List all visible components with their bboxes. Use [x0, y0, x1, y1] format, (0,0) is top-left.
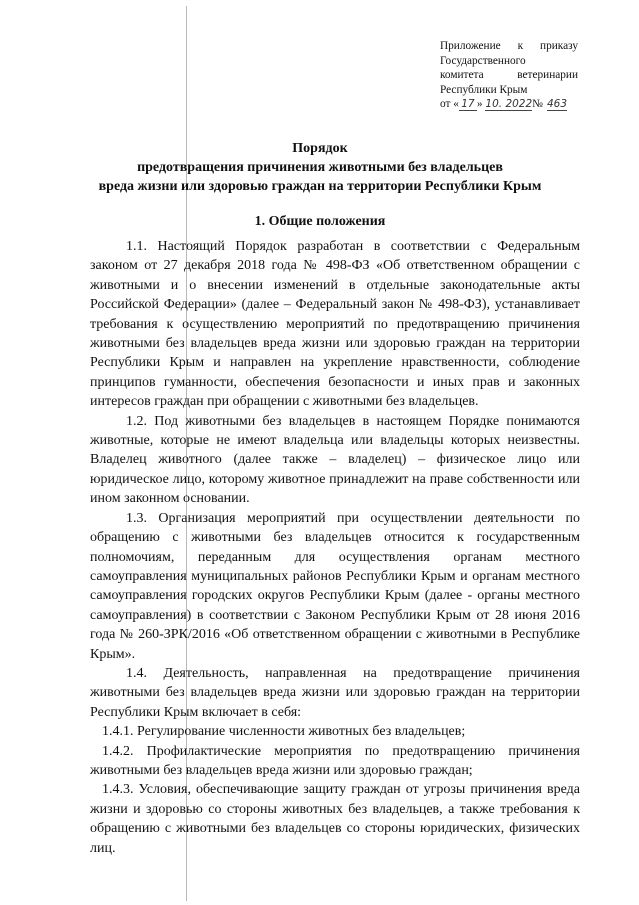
- date-mid: »: [476, 98, 486, 111]
- paragraph-1-1: 1.1. Настоящий Порядок разработан в соответствии с Федеральным законом от 27 декабря 2018 года № 498-ФЗ «Об ответственном обращении с животными и о внесении изменений в отдельные законодательные акты Российской Федерации» (далее – Федеральный закон № 498-ФЗ), устанавливает требования к осуществлению мероприятий по предотвращению причинения животными без владельцев вреда жизни или здоровью граждан на территории Республики Крым и направлен на укрепление нравственности, соблюдение принципов гуманности, обеспечения безопасности и иных прав и законных интересов граждан при обращении с животными без владельцев.: [90, 239, 580, 410]
- approval-date-line: [440, 97, 578, 112]
- document-body: [90, 237, 580, 858]
- approval-line-4: Республики Крым: [440, 83, 528, 96]
- approval-block: [440, 39, 578, 112]
- paragraph-1-4-2: 1.4.2. Профилактические мероприятия по предотвращению причинения животными без владельцев вреда жизни или здоровью граждан;: [90, 743, 580, 778]
- document-title: [60, 139, 580, 196]
- approval-line-2: Государственного: [440, 54, 526, 67]
- paragraph-1-4-1: 1.4.1. Регулирование численности животных без владельцев;: [102, 724, 466, 740]
- date-rest: 10. 2022: [485, 98, 533, 111]
- paragraph-1-4-3: 1.4.3. Условия, обеспечивающие защиту граждан от угрозы причинения вреда жизни и здоровью со стороны животных без владельцев, а также требования к обращению с животными без владельцев со стороны юридических, физических лиц.: [90, 782, 580, 856]
- approval-line-3: комитета ветеринарии: [440, 69, 578, 82]
- number-sign: №: [532, 98, 543, 111]
- paragraph-1-4: 1.4. Деятельность, направленная на предотвращение причинения животными без владельцев вреда жизни или здоровью граждан на территории Республики Крым включает в себя:: [90, 665, 580, 720]
- order-number: 463: [546, 98, 567, 111]
- title-line-2: предотвращения причинения животными без владельцев: [137, 160, 503, 175]
- title-line-3: вреда жизни или здоровью граждан на территории Республики Крым: [98, 179, 542, 194]
- approval-line-1: Приложение к приказу: [440, 40, 578, 52]
- date-prefix: от «: [440, 98, 459, 111]
- section-heading: 1. Общие положения: [254, 214, 386, 229]
- paragraph-1-2: 1.2. Под животными без владельцев в настоящем Порядке понимаются животные, которые не имеют владельца или владельцы которых неизвестны. Владелец животного (далее также – владелец) – физическое лицо или юридическое лицо, которому животное принадлежит на праве собственности или ином законном основании.: [90, 413, 580, 507]
- date-day: 17: [459, 98, 477, 111]
- paragraph-1-3: 1.3. Организация мероприятий при осуществлении деятельности по обращению с животными без владельцев относится к государственным полномочиям, переданным для осуществления органам местного самоуправления муниципальных районов Республики Крым и органам местного самоуправления городских округов Республики Крым (далее - органы местного самоуправления) в соответствии с Законом Республики Крым от 28 июня 2016 года № 260-ЗРК/2016 «Об ответственном обращении с животными в Республике Крым».: [90, 510, 580, 662]
- title-line-1: Порядок: [292, 141, 348, 156]
